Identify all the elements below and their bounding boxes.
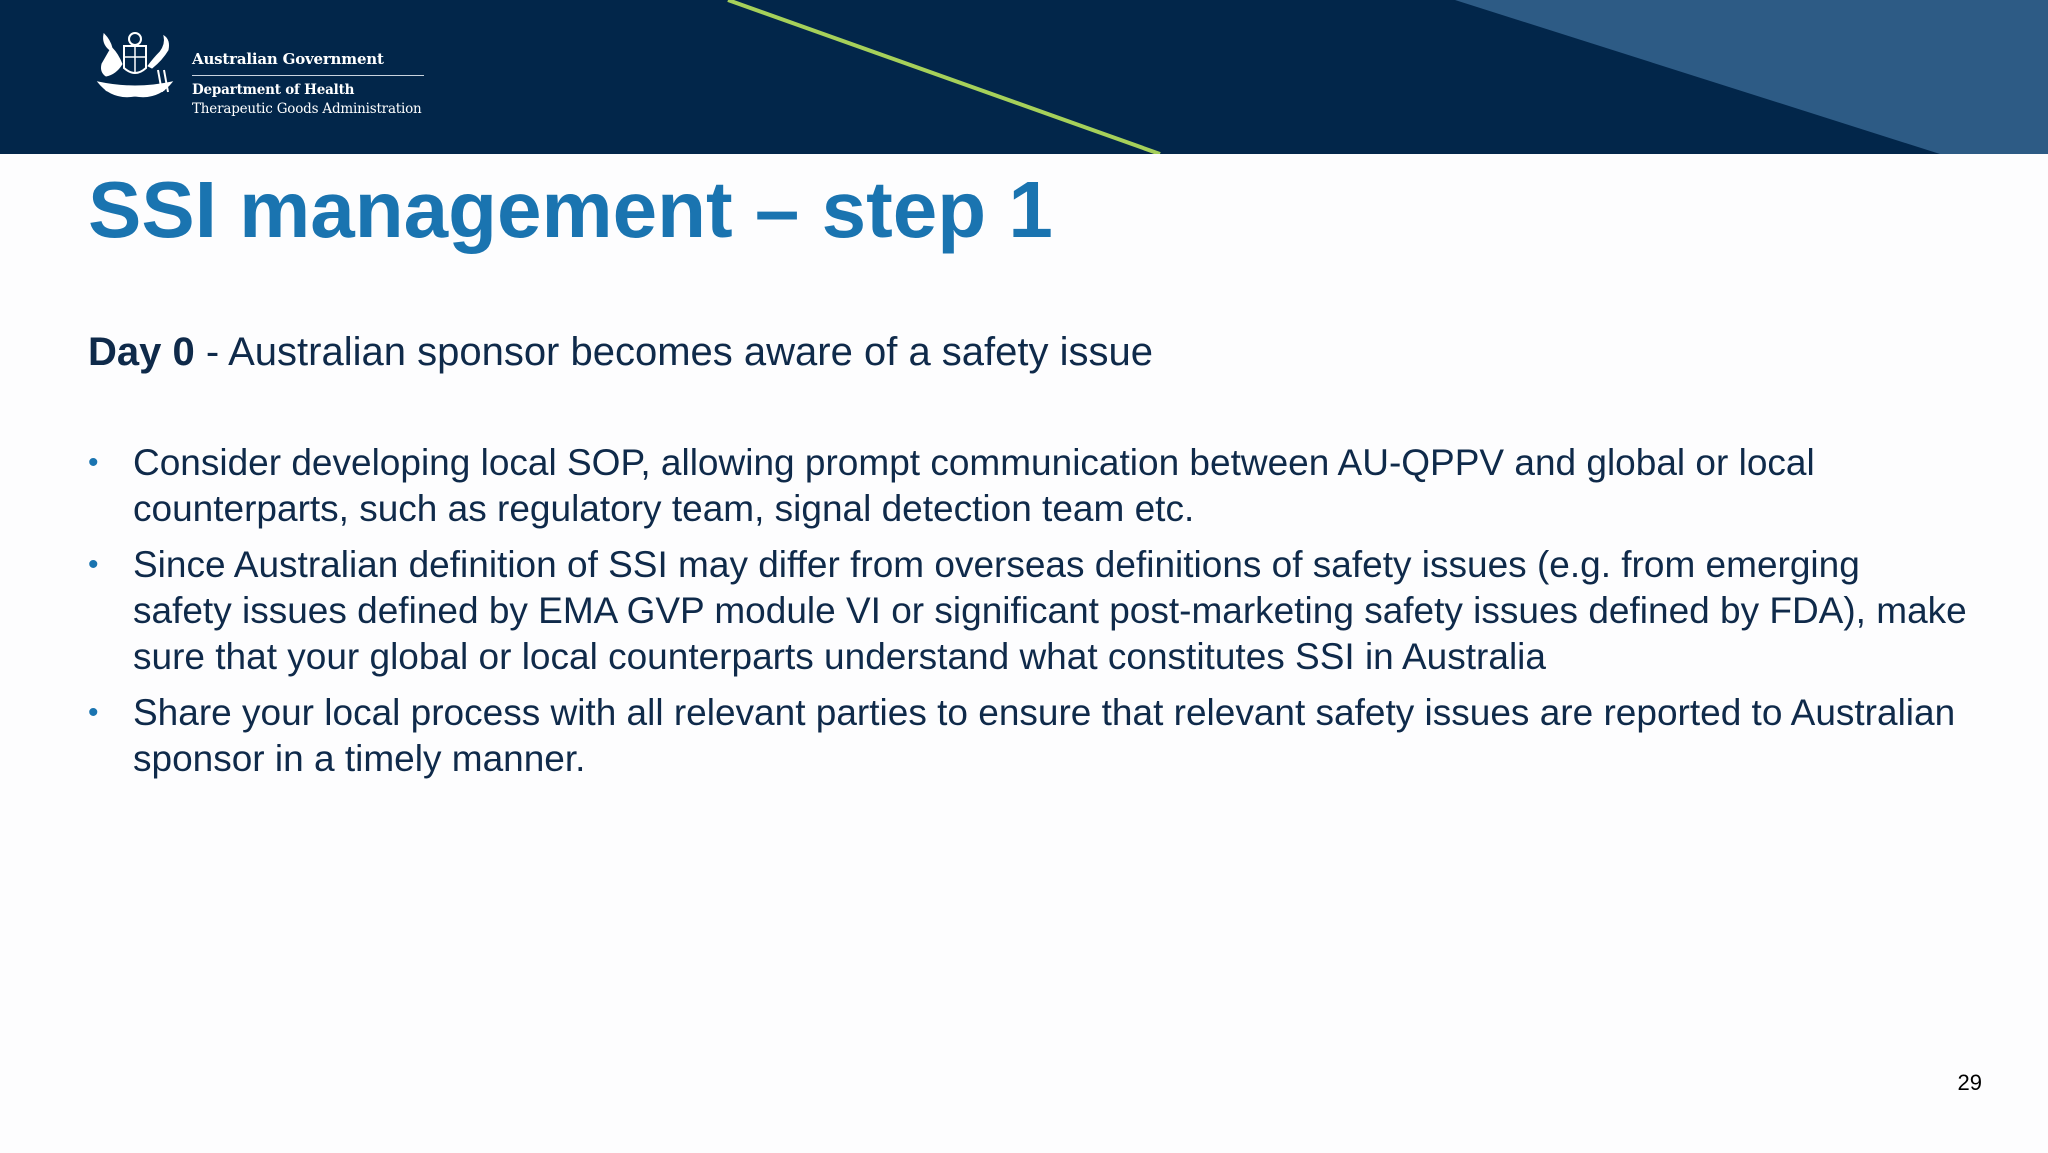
page-number: 29 xyxy=(1957,1070,1982,1095)
logo-text xyxy=(192,50,424,117)
slide-title: SSI management – step 1 xyxy=(88,165,1053,254)
day-description: - Australian sponsor becomes aware of a safety issue xyxy=(194,330,1154,374)
bullet-text: Share your local process with all relevant parties to ensure that relevant safety issues are reported to Australian sponsor in a timely manner. xyxy=(133,692,1956,779)
logo-department: Department of Health xyxy=(192,82,355,98)
bullet-item xyxy=(88,690,1968,782)
bullet-list xyxy=(88,440,1968,792)
logo-agency: Therapeutic Goods Administration xyxy=(192,101,422,117)
bullet-item xyxy=(88,542,1968,680)
day-heading xyxy=(88,326,1153,378)
banner-accent-stripe xyxy=(728,0,1160,154)
bullet-text: Consider developing local SOP, allowing prompt communication between AU-QPPV and global or local counterparts, such as regulatory team, signal detection team etc. xyxy=(133,442,1815,529)
banner-accent-panel xyxy=(1455,0,2048,154)
bullet-item xyxy=(88,440,1968,532)
logo-government: Australian Government xyxy=(192,50,424,76)
bullet-dot-icon: • xyxy=(88,696,99,729)
coat-of-arms-icon xyxy=(88,30,182,106)
header-banner xyxy=(0,0,2048,154)
bullet-dot-icon: • xyxy=(88,446,99,479)
bullet-text: Since Australian definition of SSI may differ from overseas definitions of safety issues (e.g. from emerging safety issues defined by EMA GVP module VI or significant post-marketing safety issues defined by FDA), make sure that your global or local counterparts understand what constitutes SSI in Australia xyxy=(133,544,1967,677)
day-label: Day 0 xyxy=(88,330,195,374)
bullet-dot-icon: • xyxy=(88,548,99,581)
government-logo xyxy=(88,30,424,117)
